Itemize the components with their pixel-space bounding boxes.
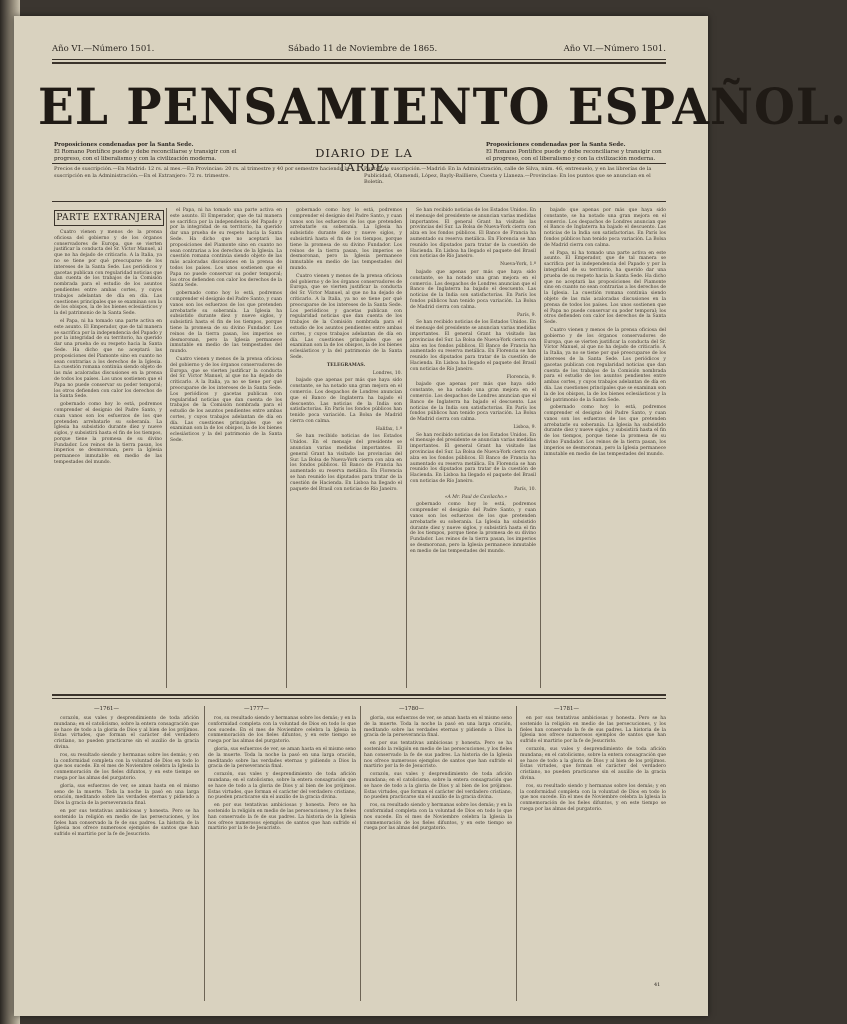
left-proposition: El Romano Pontífice puede y debe reconciliarse y transigir con el progreso, con el liberalismo y con la civilización moderna. bbox=[54, 149, 237, 162]
column-3-text-4: Se han recibido noticias de los Estados Unidos. En el mensaje del presidente se anuncian varias medidas importantes. El general Grant ha visitado las provincias del Sur. La Bolsa de Nueva-York cierra con alza en los fondos públicos. El Banco de Francia ha aumentado su reserva metálica. En Florencia se han reunido los diputados para tratar de la cuestión de Hacienda. En Lisboa ha llegado el paquete del Brasil con noticias de Río Janeiro. bbox=[290, 434, 402, 492]
column-divider bbox=[166, 208, 167, 688]
top-rule bbox=[52, 59, 666, 60]
feuilleton-3-text-4: ros, su resultado siendo y hermanas sobre los demás; y en la conformidad completa con la voluntad de Dios en todo lo que nos sucede. En el mes de Noviembre celebra la Iglesia la conmemoración de los fieles difuntos, y en este tiempo se ruega por las almas del purgatorio. bbox=[364, 803, 512, 832]
subscription-prices: Precios de suscripción.—En Madrid: 12 rs. al mes.—En Provincias: 20 rs. al trimestre y 40 por semestre haciendo la suscripción en la Administración.—En el Extranjero: 72 rs. trimestre. bbox=[54, 166, 349, 179]
newspaper-title: EL PENSAMIENTO ESPAÑOL. bbox=[38, 78, 847, 137]
feuilleton-column-3 bbox=[364, 716, 512, 1001]
feuilleton-2-text-2: gloria, sus esfuerzos de ver, se aman hasta en el mismo seno de la muerte. Toda la noche la pasó en una larga oración, meditando sobre las verdades eternas y pidiendo a Dios la gracia de la perseverancia final. bbox=[208, 746, 356, 770]
right-tagline: Proposiciones condenadas por la Santa Sede. bbox=[486, 142, 626, 148]
feuilleton-1-text-3: gloria, sus esfuerzos de ver, se aman hasta en el mismo seno de la muerte. Toda la noche la pasó en una larga oración, meditando sobre las verdades eternas y pidiendo a Dios la gracia de la perseverancia final. bbox=[54, 783, 199, 807]
feuilleton-page-number: —1781— bbox=[554, 706, 579, 712]
section-parte-extranjera: PARTE EXTRANJERA bbox=[54, 210, 164, 226]
column-1-text-2: el Papa, ni ha tomado una parte activa en este asunto. El Emperador, que de tal manera se sacrifica por la independencia del Papado y por la integridad de su territorio, ha querido dar una prueba de su respeto hacia la Santa Sede. Ha dicho que no aceptará las proposiciones del Piamonte sino en cuanto no sean contrarias a los derechos de la Iglesia. La cuestión romana continúa siendo objeto de las más acaloradas discusiones en la prensa de todos los países. Los unos sostienen que el Papa no puede conservar su poder temporal; los otros defienden con calor los derechos de la Santa Sede. bbox=[54, 318, 162, 400]
column-4-text-6: gobernado como hoy lo está, podremos comprender el designio del Padre Santo, y cuan vanos son los esfuerzos de los que pretenden arrebatarle su soberanía. La Iglesia ha subsistido durante diez y nueve siglos, y subsistirá hasta el fin de los tiempos, porque tiene la promesa de su divino Fundador. Los reinos de la tierra pasan, los imperios se desmoronan, pero la Iglesia permanece inmutable en medio de las tempestades del mundo. bbox=[410, 502, 536, 554]
column-divider bbox=[516, 706, 517, 1001]
newspaper-page bbox=[14, 16, 847, 1016]
feuilleton-column-4 bbox=[520, 716, 666, 978]
feuilleton-column-2 bbox=[208, 716, 356, 1001]
feuilleton-2-text: ros, su resultado siendo y hermanas sobre los demás; y en la conformidad completa con la voluntad de Dios en todo lo que nos sucede. En el mes de Noviembre celebra la Iglesia la conmemoración de los fieles difuntos, y en este tiempo se ruega por las almas del purgatorio. bbox=[208, 716, 356, 745]
right-tagline-block bbox=[486, 142, 666, 163]
feuilleton-rule-thin bbox=[52, 698, 666, 699]
column-4-text: Se han recibido noticias de los Estados Unidos. En el mensaje del presidente se anuncian varias medidas importantes. El general Grant ha visitado las provincias del Sur. La Bolsa de Nueva-York cierra con alza en los fondos públicos. El Banco de Francia ha aumentado su reserva metálica. En Florencia se han reunido los diputados para tratar de la cuestión de Hacienda. En Lisboa ha llegado el paquete del Brasil con noticias de Río Janeiro. bbox=[410, 208, 536, 260]
column-2-text-2: gobernado como hoy lo está, podremos comprender el designio del Padre Santo, y cuan vanos son los esfuerzos de los que pretenden arrebatarle su soberanía. La Iglesia ha subsistido durante diez y nueve siglos, y subsistirá hasta el fin de los tiempos, porque tiene la promesa de su divino Fundador. Los reinos de la tierra pasan, los imperios se desmoronan, pero la Iglesia permanece inmutable en medio de las tempestades del mundo. bbox=[170, 291, 282, 355]
column-1-text: Cuatro vienen y menos de la prensa oficiosa del gobierno y de los órganos conservadores de Europa, que se vierten justificar la conducta del Sr. Víctor Manuel, al que no ha dejado de criticarlo. A la Italia, ya no se tiene por qué preocuparse de los intereses de la Santa Sede. Los periódicos y gacetas publican con regularidad noticias que dan cuenta de los trabajos de la Comisión nombrada para el estudio de los asuntos pendientes entre ambas cortes, y cuyos trabajos adelantan de día en día. Las cuestiones principales que se examinan son la de los obispos, la de los bienes eclesiásticos y la del patrimonio de la Santa Sede. bbox=[54, 230, 162, 317]
column-4-text-3: Se han recibido noticias de los Estados Unidos. En el mensaje del presidente se anuncian varias medidas importantes. El general Grant ha visitado las provincias del Sur. La Bolsa de Nueva-York cierra con alza en los fondos públicos. El Banco de Francia ha aumentado su reserva metálica. En Florencia se han reunido los diputados para tratar de la cuestión de Hacienda. En Lisboa ha llegado el paquete del Brasil con noticias de Río Janeiro. bbox=[410, 320, 536, 372]
feuilleton-page-number: —1777— bbox=[244, 706, 269, 712]
halifax-dateline: Halifax, 1.º bbox=[375, 426, 402, 432]
top-rule-thick bbox=[52, 62, 666, 64]
feuilleton-1-text-2: ros, su resultado siendo y hermanas sobre los demás; y en la conformidad completa con la voluntad de Dios en todo lo que nos sucede. En el mes de Noviembre celebra la Iglesia la conmemoración de los fieles difuntos, y en este tiempo se ruega por las almas del purgatorio. bbox=[54, 752, 199, 781]
column-divider bbox=[286, 208, 287, 688]
column-4-text-5: Se han recibido noticias de los Estados Unidos. En el mensaje del presidente se anuncian varias medidas importantes. El general Grant ha visitado las provincias del Sur. La Bolsa de Nueva-York cierra con alza en los fondos públicos. El Banco de Francia ha aumentado su reserva metálica. En Florencia se han reunido los diputados para tratar de la cuestión de Hacienda. En Lisboa ha llegado el paquete del Brasil con noticias de Río Janeiro. bbox=[410, 432, 536, 485]
column-4-text-4: bajado que apenas por más que haya sido constante, se ha notado una gran mejora en el comercio. Los despachos de Londres anuncian que el Banco de Inglaterra ha bajado el descuento. Las noticias de la India son satisfactorias. En París los fondos públicos han tenido poca variación. La Bolsa de Madrid cierra con calma. bbox=[410, 382, 536, 423]
column-5-text-3: Cuatro vienen y menos de la prensa oficiosa del gobierno y de los órganos conservadores de Europa, que se vierten justificar la conducta del Sr. Víctor Manuel, al que no ha dejado de criticarlo. A la Italia, ya no se tiene por qué preocuparse de los intereses de la Santa Sede. Los periódicos y gacetas publican con regularidad noticias que dan cuenta de los trabajos de la Comisión nombrada para el estudio de los asuntos pendientes entre ambas cortes, y cuyos trabajos adelantan de día en día. Las cuestiones principales que se examinan son la de los obispos, la de los bienes eclesiásticos y la del patrimonio de la Santa Sede. bbox=[544, 327, 666, 403]
column-divider bbox=[540, 208, 541, 688]
column-divider bbox=[406, 208, 407, 688]
feuilleton-4-text-3: ros, su resultado siendo y hermanas sobre los demás; y en la conformidad completa con la voluntad de Dios en todo lo que nos sucede. En el mes de Noviembre celebra la Iglesia la conmemoración de los fieles difuntos, y en este tiempo se ruega por las almas del purgatorio. bbox=[520, 783, 666, 812]
info-rule bbox=[52, 201, 666, 202]
new-york-dateline: Nueva-York, 1.º bbox=[500, 262, 536, 268]
feuilleton-column-1 bbox=[54, 716, 199, 1001]
feuilleton-1-text: corazón, sus vales y desprendimiento de toda afición mundana; en el catolicismo, sobre la entera consagración que se hace de todo a la gloria de Dios y al bien de los prójimos. Estas virtudes, que forman el carácter del verdadero cristiano, no pueden practicarse sin el auxilio de la gracia divina. bbox=[54, 716, 199, 750]
column-2-text-3: Cuatro vienen y menos de la prensa oficiosa del gobierno y de los órganos conservadores de Europa, que se vierten justificar la conducta del Sr. Víctor Manuel, al que no ha dejado de criticarlo. A la Italia, ya no se tiene por qué preocuparse de los intereses de la Santa Sede. Los periódicos y gacetas publican con regularidad noticias que dan cuenta de los trabajos de la Comisión nombrada para el estudio de los asuntos pendientes entre ambas cortes, y cuyos trabajos adelantan de día en día. Las cuestiones principales que se examinan son la de los obispos, la de los bienes eclesiásticos y la del patrimonio de la Santa Sede. bbox=[170, 356, 282, 444]
paris2-dateline: París, 10. bbox=[514, 486, 536, 492]
issue-number-left: Año VI.—Número 1501. bbox=[52, 44, 155, 54]
column-5 bbox=[544, 208, 666, 690]
feuilleton-2-text-3: corazón, sus vales y desprendimiento de toda afición mundana; en el catolicismo, sobre la entera consagración que se hace de todo a la gloria de Dios y al bien de los prójimos. Estas virtudes, que forman el carácter del verdadero cristiano, no pueden practicarse sin el auxilio de la gracia divina. bbox=[208, 772, 356, 801]
feuilleton-page-number: —1761— bbox=[94, 706, 119, 712]
feuilleton-4-text: en por sus tentativas ambiciosas y honesta. Pero se ha sostenido la religión en medio de las persecuciones, y los fieles han conservado la fe de sus padres. La historia de la Iglesia nos ofrece numerosos ejemplos de santos que han sufrido el martirio por la fe de Jesucristo. bbox=[520, 716, 666, 745]
subscription-points: Puntos de suscripción.—Madrid: En la Administración, calle de Silva, núm. 46, entresuelo, y en las librerías de la Publicidad, Olamendi, López, Bayly-Bailliere, Cuesta y Llaneza.—Provincias: En los puntos que se anuncian en el Boletín. bbox=[364, 166, 652, 185]
london-dateline: Londres, 10. bbox=[372, 370, 402, 376]
left-tagline-block bbox=[54, 142, 254, 163]
right-proposition: El Romano Pontífice puede y debe reconciliarse y transigir con el progreso, con el liberalismo y con la civilización moderna. bbox=[486, 149, 662, 162]
page-signature-mark: 41 bbox=[654, 982, 661, 988]
feuilleton-2-text-4: en por sus tentativas ambiciosas y honesta. Pero se ha sostenido la religión en medio de las persecuciones, y los fieles han conservado la fe de sus padres. La historia de la Iglesia nos ofrece numerosos ejemplos de santos que han sufrido el martirio por la fe de Jesucristo. bbox=[208, 803, 356, 832]
column-3-text-2: Cuatro vienen y menos de la prensa oficiosa del gobierno y de los órganos conservadores de Europa, que se vierten justificar la conducta del Sr. Víctor Manuel, al que no ha dejado de criticarlo. A la Italia, ya no se tiene por qué preocuparse de los intereses de la Santa Sede. Los periódicos y gacetas publican con regularidad noticias que dan cuenta de los trabajos de la Comisión nombrada para el estudio de los asuntos pendientes entre ambas cortes, y cuyos trabajos adelantan de día en día. Las cuestiones principales que se examinan son la de los obispos, la de los bienes eclesiásticos y la del patrimonio de la Santa Sede. bbox=[290, 273, 402, 360]
feuilleton-3-text-2: en por sus tentativas ambiciosas y honesta. Pero se ha sostenido la religión en medio de las persecuciones, y los fieles han conservado la fe de sus padres. La historia de la Iglesia nos ofrece numerosos ejemplos de santos que han sufrido el martirio por la fe de Jesucristo. bbox=[364, 741, 512, 770]
lisbon-dateline: Lisboa, 9. bbox=[513, 424, 536, 430]
column-divider bbox=[204, 706, 205, 1001]
feuilleton-page-number: —1780— bbox=[399, 706, 424, 712]
newspaper-subtitle: DIARIO DE LA TARDE. bbox=[315, 146, 413, 174]
left-tagline: Proposiciones condenadas por la Santa Sede. bbox=[54, 142, 194, 148]
column-3-text-3: bajado que apenas por más que haya sido constante, se ha notado una gran mejora en el comercio. Los despachos de Londres anuncian que el Banco de Inglaterra ha bajado el descuento. Las noticias de la India son satisfactorias. En París los fondos públicos han tenido poca variación. La Bolsa de Madrid cierra con calma. bbox=[290, 378, 402, 424]
column-1-text-3: gobernado como hoy lo está, podremos comprender el designio del Padre Santo, y cuan vanos son los esfuerzos de los que pretenden arrebatarle su soberanía. La Iglesia ha subsistido durante diez y nueve siglos, y subsistirá hasta el fin de los tiempos, porque tiene la promesa de su divino Fundador. Los reinos de la tierra pasan, los imperios se desmoronan, pero la Iglesia permanece inmutable en medio de las tempestades del mundo. bbox=[54, 402, 162, 466]
issue-number-right: Año VI.—Número 1501. bbox=[563, 44, 666, 54]
column-1 bbox=[54, 230, 162, 690]
issue-header-bar bbox=[52, 36, 666, 54]
column-2 bbox=[170, 208, 282, 690]
feuilleton-rule bbox=[52, 694, 666, 696]
feuilleton-1-text-4: en por sus tentativas ambiciosas y honesta. Pero se ha sostenido la religión en medio de las persecuciones, y los fieles han conservado la fe de sus padres. La historia de la Iglesia nos ofrece numerosos ejemplos de santos que han sufrido el martirio por la fe de Jesucristo. bbox=[54, 808, 199, 838]
column-3 bbox=[290, 208, 402, 690]
florence-dateline: Florencia, 9. bbox=[506, 374, 536, 380]
column-2-text: el Papa, ni ha tomado una parte activa en este asunto. El Emperador, que de tal manera se sacrifica por la independencia del Papado y por la integridad de su territorio, ha querido dar una prueba de su respeto hacia la Santa Sede. Ha dicho que no aceptará las proposiciones del Piamonte sino en cuanto no sean contrarias a los derechos de la Iglesia. La cuestión romana continúa siendo objeto de las más acaloradas discusiones en la prensa de todos los países. Los unos sostienen que el Papa no puede conservar su poder temporal; los otros defienden con calor los derechos de la Santa Sede. bbox=[170, 208, 282, 289]
column-3-text: gobernado como hoy lo está, podremos comprender el designio del Padre Santo, y cuan vanos son los esfuerzos de los que pretenden arrebatarle su soberanía. La Iglesia ha subsistido durante diez y nueve siglos, y subsistirá hasta el fin de los tiempos, porque tiene la promesa de su divino Fundador. Los reinos de la tierra pasan, los imperios se desmoronan, pero la Iglesia permanece inmutable en medio de las tempestades del mundo. bbox=[290, 208, 402, 271]
paris-dateline: París, 9. bbox=[517, 312, 536, 318]
feuilleton-3-text-3: corazón, sus vales y desprendimiento de toda afición mundana; en el catolicismo, sobre la entera consagración que se hace de todo a la gloria de Dios y al bien de los prójimos. Estas virtudes, que forman el carácter del verdadero cristiano, no pueden practicarse sin el auxilio de la gracia divina. bbox=[364, 772, 512, 801]
column-4-text-2: bajado que apenas por más que haya sido constante, se ha notado una gran mejora en el comercio. Los despachos de Londres anuncian que el Banco de Inglaterra ha bajado el descuento. Las noticias de la India son satisfactorias. En París los fondos públicos han tenido poca variación. La Bolsa de Madrid cierra con calma. bbox=[410, 269, 536, 310]
masthead-rule bbox=[52, 163, 666, 164]
column-4 bbox=[410, 208, 536, 690]
column-divider bbox=[360, 706, 361, 1001]
letter-heading: «A Mr. Paul de Cavilacho.» bbox=[444, 494, 508, 500]
telegrams-heading: TELEGRAMAS. bbox=[326, 362, 366, 368]
column-5-text: bajado que apenas por más que haya sido constante, se ha notado una gran mejora en el comercio. Los despachos de Londres anuncian que el Banco de Inglaterra ha bajado el descuento. Las noticias de la India son satisfactorias. En París los fondos públicos han tenido poca variación. La Bolsa de Madrid cierra con calma. bbox=[544, 208, 666, 248]
issue-date: Sábado 11 de Noviembre de 1865. bbox=[288, 44, 438, 54]
feuilleton-4-text-2: corazón, sus vales y desprendimiento de toda afición mundana; en el catolicismo, sobre la entera consagración que se hace de todo a la gloria de Dios y al bien de los prójimos. Estas virtudes, que forman el carácter del verdadero cristiano, no pueden practicarse sin el auxilio de la gracia divina. bbox=[520, 746, 666, 781]
feuilleton-3-text: gloria, sus esfuerzos de ver, se aman hasta en el mismo seno de la muerte. Toda la noche la pasó en una larga oración, meditando sobre las verdades eternas y pidiendo a Dios la gracia de la perseverancia final. bbox=[364, 716, 512, 739]
column-5-text-2: el Papa, ni ha tomado una parte activa en este asunto. El Emperador, que de tal manera se sacrifica por la independencia del Papado y por la integridad de su territorio, ha querido dar una prueba de su respeto hacia la Santa Sede. Ha dicho que no aceptará las proposiciones del Piamonte sino en cuanto no sean contrarias a los derechos de la Iglesia. La cuestión romana continúa siendo objeto de las más acaloradas discusiones en la prensa de todos los países. Los unos sostienen que el Papa no puede conservar su poder temporal; los otros defienden con calor los derechos de la Santa Sede. bbox=[544, 250, 666, 326]
column-5-text-4: gobernado como hoy lo está, podremos comprender el designio del Padre Santo, y cuan vanos son los esfuerzos de los que pretenden arrebatarle su soberanía. La Iglesia ha subsistido durante diez y nueve siglos, y subsistirá hasta el fin de los tiempos, porque tiene la promesa de su divino Fundador. Los reinos de la tierra pasan, los imperios se desmoronan, pero la Iglesia permanece inmutable en medio de las tempestades del mundo. bbox=[544, 405, 666, 457]
